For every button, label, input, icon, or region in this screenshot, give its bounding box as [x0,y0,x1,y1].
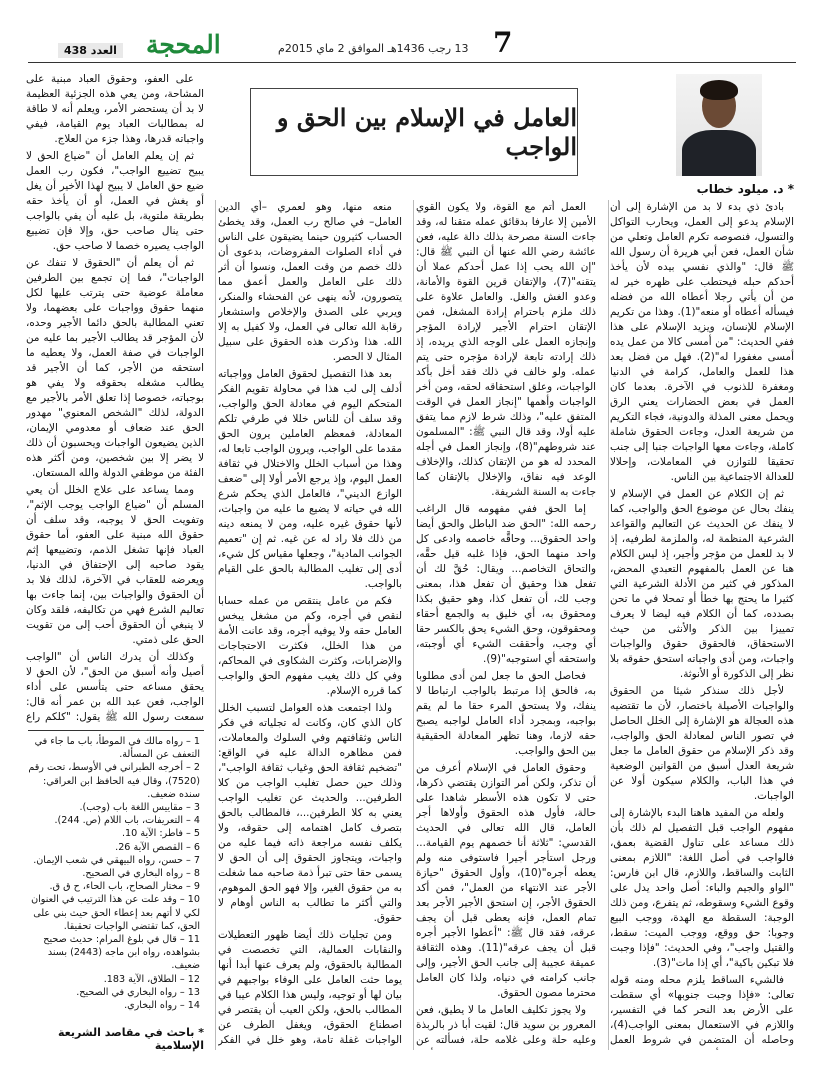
paragraph: إما الحق ففي مفهومه قال الراغب رحمه الله: "الحق ضد الباطل والحق أيضا واحد الحقوق... وحاقَّه خاصمه وادعى كل واحد منهما الحق، فإذا غلبه قيل حقَّه، والتحاق التخاصم... ويقال: حُقَّ لك أن تفعل هذا وحقيق أن تفعل هذا، بمعنى وجب لك، أن تفعل كذا، وهو حقيق بكذا ومحقوق به، أي خليق به والجمع أحقاء ومحقوقون، وحق الشيء يحق بالكسر حقا أي وجب، وأحققت الشيء أي أوجبته، واستحقه أي استوجبه"(9). [416,503,596,665]
paragraph: فحاصل الحق ما جعل لمن أدى مطلوبا به، فالحق إذا مرتبط بالواجب ارتباطا لا ينفك، ولا يستحق المرء حقا ما لم يقم بواجبه، وبمجرد أداء العامل لواجبه يصبح حقه لازما، وهنا تظهر المعادلة الحقيقية بين الحق والواجب. [416,670,596,757]
paragraph: بادئ ذي بدء لا بد من الإشارة إلى أن الإسلام يدعو إلى العمل، ويحارب التواكل والتسول، فنصوصه تكرم العامل وتعلي من شأن العمل، فعن أبي هريرة أن رسول الله ﷺ قال: "والذي نفسي بيده لأن يأخذ أحدكم حبله فيحتطب على ظهره خير له من أن يأتي رجلا أعطاه الله من فضله فيسأله أعطاه أو منعه"(1). وهذا من تكريم الإسلام للإنسان، ويزيد الإسلام على هذا ففي الحديث: "من أمسى كالا من عمل يده أمسى مغفورا له"(2). فهل من فضل بعد هذا للعمل والعامل، كرامة في الدنيا ومغفرة للذنوب في الآخرة. بعدما كان العمل في بعض الحضارات يعني الرق ويحمل معنى المذلة والدونية، فجاء التكريم من شريعة العدل، وجاءت الحقوق شاملة كاملة، وجاءت معها الواجبات جنبا إلى جنب تحقيقا للتوازن في المعاملات، وإحلالا للعدالة الاجتماعية بين الناس. [610,201,794,483]
issue-date: 13 رجب 1436هـ الموافق 2 ماي 2015م [278,42,469,55]
issue-number: العدد 438 [58,43,123,58]
paragraph: فالشيء الساقط يلزم محله ومنه قوله تعالى: «فإذا وجبت جنوبها» أي سقطت على الأرض بعد النحر كما في التفسير، واللازم في الاستعمال بمعنى الواجب(4)، وحاصله أن المتضمن في شروط العمل [610,974,794,1046]
article-title-box [250,88,578,176]
footnote: 6 – القصص الآية 26. [115,841,200,853]
footnote: 8 – رواه البخاري في الصحيح. [82,868,200,880]
paragraph: ثم أن يعلم أن "الحقوق لا تنفك عن الواجبات"، فما إن تجمع بين الطرفين معاملة عوضية حتى يترتب عليها لكل منهما حقوق وواجبات على بعضهما، ولا تعني المطالبة بالحق دائما الأجير وحده، لأن المؤجر قد يطالب الأجير بما عليه من الواجبات في صفة العمل، ولا يعطيه ما استحقه من الأجر، كما أن الأجير قد يطالب مشغله بحقوقه ولا يفي هو بوجباته، خصوصا إذا تعلق الأمر بالأجير مع الدولة، لذلك "الشخص المعنوي" مهدور الحق عند ضعاف أو معدومي الإيمان، الذين يضيعون الواجبات ويحسبون أن ذلك لا يضر إلا بين شخصين، ومن أكثر هذه الفئة من موظفي الدولة والله المستعان. [26,257,204,479]
footnote: 9 – مختار الصحاح، باب الحاء، ح ق ق. [49,881,200,893]
paragraph: بعد هذا التفصيل لحقوق العامل وواجباته أدلف إلى لب هذا في محاولة تقويم الفكر المتحكم اليوم في معادلة الحق والواجب، وقد سلف أن للناس خللا في طرفي تلكم المعادلة، فمعظم العاملين يرون الحق مقدما على الواجب، ويرون الواجب تابعا له، وهذا من أسباب الخلل والاختلال في ثقافة العمل اليوم، وإذ يرجع الأمر أولا إلى "ضعف الوازع الديني"، فالعامل الذي يحكم شرع الله في حياته لا يضيع ما عليه من واجبات، لأنها حقوق غيره عليه، ومن لا يمنعه دينه من ذلك فلا راد له عن غيه. ثم إن "تعميم الجوانب المادية"، وجعلها مقياس كل شيء، أدى إلى تغليب المطالبة بالحق على القيام بالواجب. [218,368,402,590]
paragraph: فكم من عامل ينتقص من عمله حسابا لنقص في أجره، وكم من مشغل يبخس العامل حقه ولا يوفيه أجره، وقد عانت الأمة من هذا الخلل، فكثرت الاحتجاجات والإضرابات، وكثرت الشكاوى في المحاكم، وفي كل ذلك يغيب مفهوم الحق والواجب كما قرره الإسلام. [218,595,402,697]
footnote: 12 – الطلاق، الآية 183. [103,973,200,985]
footnotes [28,730,204,1012]
footnote: 1 – رواه مالك في الموطأ، باب ما جاء في التعفف عن المسألة. [34,736,200,761]
page-header [28,28,796,66]
paragraph: لأجل ذلك سنذكر شيئا من الحقوق والواجبات الأصيلة باختصار، لأن ما تقتضيه هذه العجالة هو الإشارة إلى الخلل الحاصل في تصور الناس لمعادلة الحق والواجب، وقد ذكر الإسلام من حقوق العامل ما جعل شريعة العدل أسبق من القوانين الوضعية في هذا الباب، والكلام سيكون أولا عن الواجبات. [610,685,794,802]
footnote: 3 – مقاييس اللغة باب (وجب). [79,802,200,814]
footnote: 2 – أخرجه الطبراني في الأوسط، تحت رقم (7520)، وقال فيه الحافظ ابن العراقي: سنده ضعيف. [28,762,200,800]
footnote: 5 – فاطر: الآية 10. [121,828,200,840]
column-2 [416,200,596,1050]
article-title: العامل في الإسلام بين الحق و الواجب [276,103,577,161]
author-name: * د. ميلود خطاب [696,182,794,196]
paragraph: وحقوق العامل في الإسلام أعرف من أن تذكر، ولكن أمر التوازن يقتضي ذكرها، حتى لا تكون هذه الأسطر شاهدا على حالة، فأول هذه الحقوق وأولاها أجر العامل، قال الله تعالى في الحديث القدسي: "ثلاثة أنا خصمهم يوم القيامة... ورجل استأجر أجيرا فاستوفى منه ولم يعطه أجره"(10)، وأول الحقوق "حيازة الأجر عند الانتهاء من العمل"، فمن أكد الحقوق الأجر، إن استحق الأجير الأجر بعد تمام العمل، فإنه يعطى قبل أن يجف عرقه، فقد قال ﷺ: "أعطوا الأجير أجره قبل أن يجف عرقه"(11). وهذه الثقافة عميقة عجيبة إلى جانب الحق الأجير، وإلى جانب كرامته في دنياه، ولذا كان العامل محترما مصون الحقوق. [416,762,596,999]
header-rule [28,62,796,63]
column-3 [218,200,402,1050]
paragraph: العمل أتم مع القوة، ولا يكون القوي الأمين إلا عارفا بدقائق عمله متقنا له، وقد جاءت السنة مصرحة بذلك دالة عليه، فعن عائشة رضي الله عنها أن النبي ﷺ قال: "إن الله يحب إذا عمل أحدكم عملا أن يتقنه"(7)، والإتقان قرين القوة والأمانة، وعدو الغش والغل. والعامل علاوة على ذلك ملزم باحترام إرادة المشغل، فمن الإتقان احترام الأجير لإرادة المؤجر وإنجازه العمل على الوجه الذي يريده، إذ ذلك إرادته تابعة لإرادة مؤجره حتى يتم عمله. ولو خالف في ذلك فقد أخل بأكد الواجبات، وعلق استحقاقه لحقه، ومن أخر الواجبات وأهمها "إنجاز العمل في الوقت المتفق عليه"، وذلك شرط لازم مما يتفق عليه أولا، وقد قال النبي ﷺ: "المسلمون عند شروطهم"(8)، وإنجاز العمل في أجله المحدد له هو من الإتقان كذلك، والإخلاف الوعد فيه نفاق، والإخلال بالإتقان كما جاءت به السنة الشريفة. [416,201,596,498]
footnotes-rule [28,730,204,731]
footnote: 11 – قال في بلوغ المرام: حديث صحيح بشواهده، رواه ابن ماجه (2443) بسند ضعيف. [43,934,200,972]
paragraph: ومن تجليات ذلك أيضا ظهور التعطيلات والنقابات العمالية، التي تخصصت في المطالبة بالحقوق، ولم يعرف عنها أبدا أنها يوما حثت العامل على الوفاء بواجبهم في بيان لها أو توجيه، وليس هذا الكلام عيبا في المطالب بالحق، ولكن العيب أن يقتصر في اصطناع الحقوق، ويغفل الطرف عن الواجبات غفلة تامة، وهو خلل في الفكر [218,929,402,1046]
page-number: 7 [493,26,513,59]
magazine-brand: المحجة [146,30,221,59]
column-4 [26,72,204,727]
footnote: 13 – رواه البخاري في الصحيح. [76,986,200,998]
paragraph: ثم إن يعلم العامل أن "ضياع الحق لا يبيح تضييع الواجب"، فكون رب العمل ضيع حق العامل لا يبيح لهذا الأخير أن يغل أو يغش في العمل، أو أن يأخذ حقه بطريقة ملتوية، بل عليه أن يفي بالواجب حتى ينال صاحب حق، وإلا فإن تضييع الواجب يصيره خصما لا صاحب حق. [26,150,204,252]
footnote: 10 – وقد علت عن هذا الترتيب في العنوان لكي لا أتهم بعد إعطاء الحق حيث بني على الحق، كما تقتضي الواجبات تحقيقا. [31,894,200,932]
paragraph: ثم إن الكلام عن العمل في الإسلام لا ينفك بحال عن موضوع الحق والواجب، كما لا ينفك عن الحديث عن التعاليم والقواعد الشرعية المنظمة له، والملزمة لطرفيه، إذ لا بد للعمل من مؤجر وأجير، إذ ليس الكلام هنا عن العمل بالمفهوم التعبدي المحض، المذكور في كثير من الأدلة الشرعية التي كثيرا ما يحتج بها خطأ أو تمحلا في ما تحن بصدده، كما أن الكلام فيه ليضا لا يعرف تمييزا بين الذكر والأنثى من حيث الاستحقاق، فالحقوق حقوق والواجبات واجبات، ومن أدى واجباته استحق حقوقه بلا نظر إلى الذكورة أو الأنوثة. [610,488,794,680]
author-affiliation: * باحث في مقاصد الشريعة الإسلامية [57,1026,204,1052]
column-1 [610,200,794,1050]
paragraph: ومما يساعد على علاج الخلل أن يعي المسلم أن "ضياع الواجب يوجب الإثم"، وتفويت الحق لا يوجبه، وقد سلف أن حقوق الله مبنية على العفو، أما حقوق العباد فإنها تشغل الذمم، وتضييعها إثم يقود صاحبه إلى الإحتفاق في الدنيا، ويعرضه للعقاب في الآخرة، لذلك فلا بد أن الحقوق والواجبات بين، إنما جاءت بها تعاليم الشرع فهي من تكاليفه، فلقد وكان لا ينبغي أن الحقوق أحب إلى من تقويت الحق على ذمتي. [26,484,204,646]
paragraph: على العفو، وحقوق العباد مبنية على المشاحة، ومن يعي هذه الجزئية العظيمة لا بد أن يستحضر الأمر، ويعلم أنه لا طاقة له بمطالبات العباد يوم القيامة، فيفي واجباته قدرها، وهذا جزء من العلاج. [26,73,204,145]
author-portrait-icon [676,74,762,176]
footnote: 7 – حسن، رواه البيهقي في شعب الإيمان. [33,854,200,866]
column-divider [413,200,414,1050]
footnote: 14 – رواه البخاري. [124,1000,200,1012]
paragraph: منعه منها، وهو لعمري –أي الدين العامل– في صالح رب العمل، وقد يخطئ الحساب كثيرون حينما يضيقون على الناس في أداء الصلوات المفروضات، بدعوى أن ذلك خصم من وقت العمل، ونسوا أن أثر ذلك على العامل والعمل أعمق مما يتصورون، لأنه ينهى عن الفحشاء والمنكر، ويربي على الصدق والإخلاص واستشعار رقابة الله تعالى في العمل، ولا كفيل به إلا الله. هذا وذكرت هذه الحقوق على سبيل المثال لا الحصر. [218,201,402,363]
footnote: 4 – التعريفات، باب اللام (ص. 244). [54,815,200,827]
column-divider [215,200,216,1050]
paragraph: وكذلك أن يدرك الناس أن "الواجب أصيل وأنه أسبق من الحق"، لأن الحق لا يحقق مساعه حتى يتأسس على أداء الواجب، فعن عبد الله بن عمر أنه قال: سمعت رسول الله ﷺ يقول: "كلكم راع [26,651,204,723]
paragraph: ولا يجوز تكليف العامل ما لا يطيق، فعن المعرور بن سويد قال: لقيت أبا ذر بالربذة وعليه حلة وعلى غلامه حلة، فسألته عن [416,1004,596,1046]
paragraph: ولعله من المفيد هاهنا البدء بالإشارة إلى مفهوم الواجب قبل التفصيل لم ذلك بأن ذلك مساعد على تناول القضية بعمق، فالواجب في أصل اللغة: "اللازم بمعنى الثابت والساقط، واللازم، قال ابن فارس: "الواو والجيم والباء: أصل واحد يدل على وقوع الشيء وسقوطه، ثم يتفرع، ومن ذلك الوجبة: السقطة مع الهدة، ووجب البيع وجوبا: حق ووقع، ووجب الميت: سقط، والقتيل واجب"، وفي الحديث: "فإذا وجبت فلا تبكين باكية"، أي إذا مات"(3). [610,807,794,969]
paragraph: ولذا اجتمعت هذه العوامل لتسبب الخلل كان الذي كان، وكانت له تجلياته في فكر الناس وثقافتهم وفي السلوك والمعاملات، فمن مظاهره الدالة عليه في الواقع: "تضخيم ثقافة الحق وغياب ثقافة الواجب"، وذلك حين حصل تغليب الواجب من كلا الطرفين... والحديث عن تغليب الواجب يعني به كلا الطرفين...، فالمطالب بالحق بتصرف كامل اهتمامه إلى حقوقه، ولا يكلف نفسه مراجعة ذاته فيما عليه من واجبات، ويتجاوز الحقوق إلى أن الحق لا يسمى حقا حتى تبرأ ذمة صاحبه مما شغلت به من حقوق الغير، وإلا فهو الحق الموهوم، والتي أكثر ما تطالب به الناس أوهام لا حقوق. [218,702,402,924]
column-divider [608,200,609,1050]
